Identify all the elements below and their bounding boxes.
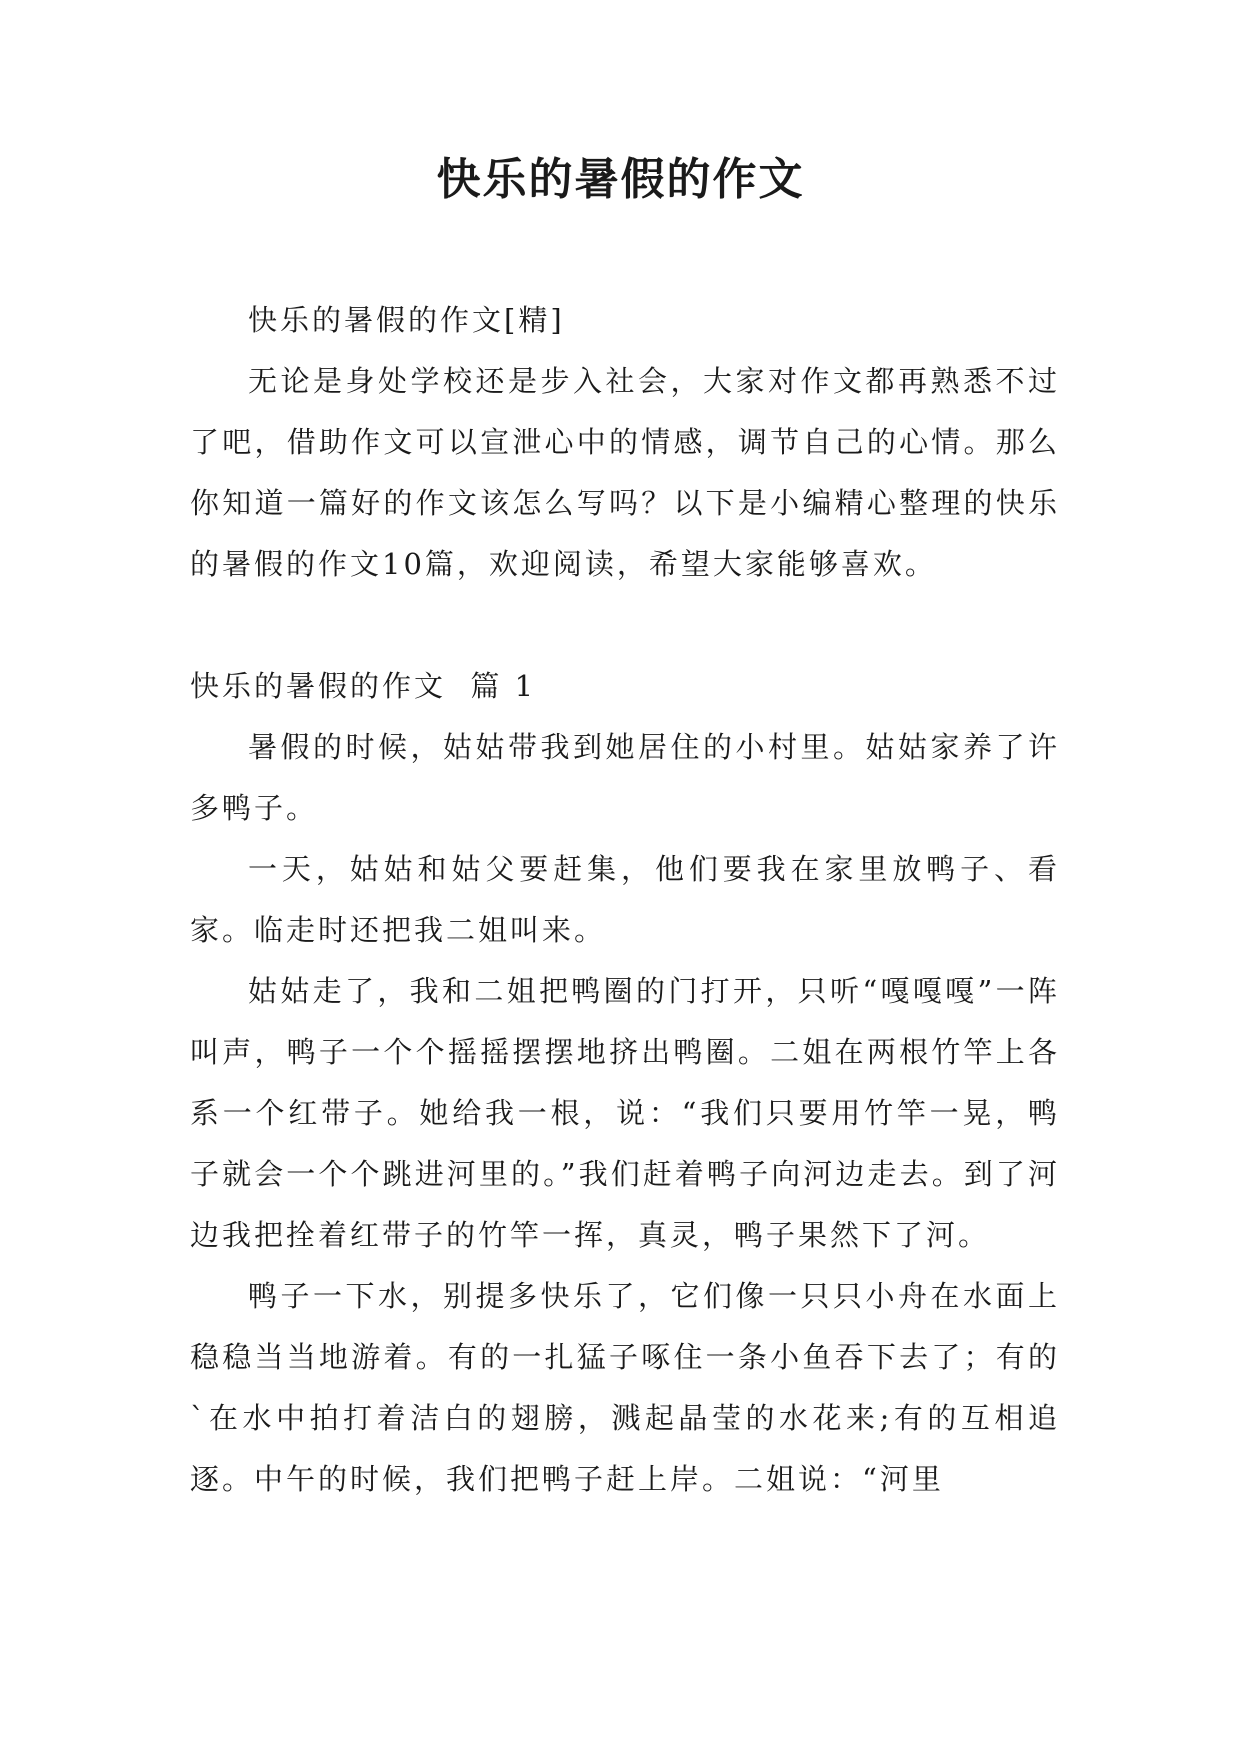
body-paragraph: 一天，姑姑和姑父要赶集，他们要我在家里放鸭子、看家。临走时还把我二姐叫来。	[190, 852, 1060, 947]
body-paragraph: 暑假的时候，姑姑带我到她居住的小村里。姑姑家养了许多鸭子。	[190, 730, 1060, 825]
intro-paragraph: 无论是身处学校还是步入社会，大家对作文都再熟悉不过了吧，借助作文可以宣泄心中的情感，调节自己的心情。那么你知道一篇好的作文该怎么写吗？以下是小编精心整理的快乐的暑假的作文10篇，欢迎阅读，希望大家能够喜欢。	[190, 364, 1060, 581]
body-paragraph: 姑姑走了，我和二姐把鸭圈的门打开，只听“嘎嘎嘎”一阵叫声，鸭子一个个摇摇摆摆地挤出鸭圈。二姐在两根竹竿上各系一个红带子。她给我一根，说：“我们只要用竹竿一晃，鸭子就会一个个跳进河里的。”我们赶着鸭子向河边走去。到了河边我把拴着红带子的竹竿一挥，真灵，鸭子果然下了河。	[190, 974, 1060, 1252]
body-paragraph: 鸭子一下水，别提多快乐了，它们像一只只小舟在水面上稳稳当当地游着。有的一扎猛子啄住一条小鱼吞下去了；有的`在水中拍打着洁白的翅膀，溅起晶莹的水花来;有的互相追逐。中午的时候，我们把鸭子赶上岸。二姐说：“河里	[190, 1279, 1060, 1496]
section-heading: 快乐的暑假的作文 篇 1	[190, 669, 537, 703]
document-body	[190, 290, 1060, 1510]
section-spacer	[190, 595, 1060, 656]
document-subtitle: 快乐的暑假的作文[精]	[248, 303, 565, 337]
page-title: 快乐的暑假的作文	[436, 154, 805, 205]
